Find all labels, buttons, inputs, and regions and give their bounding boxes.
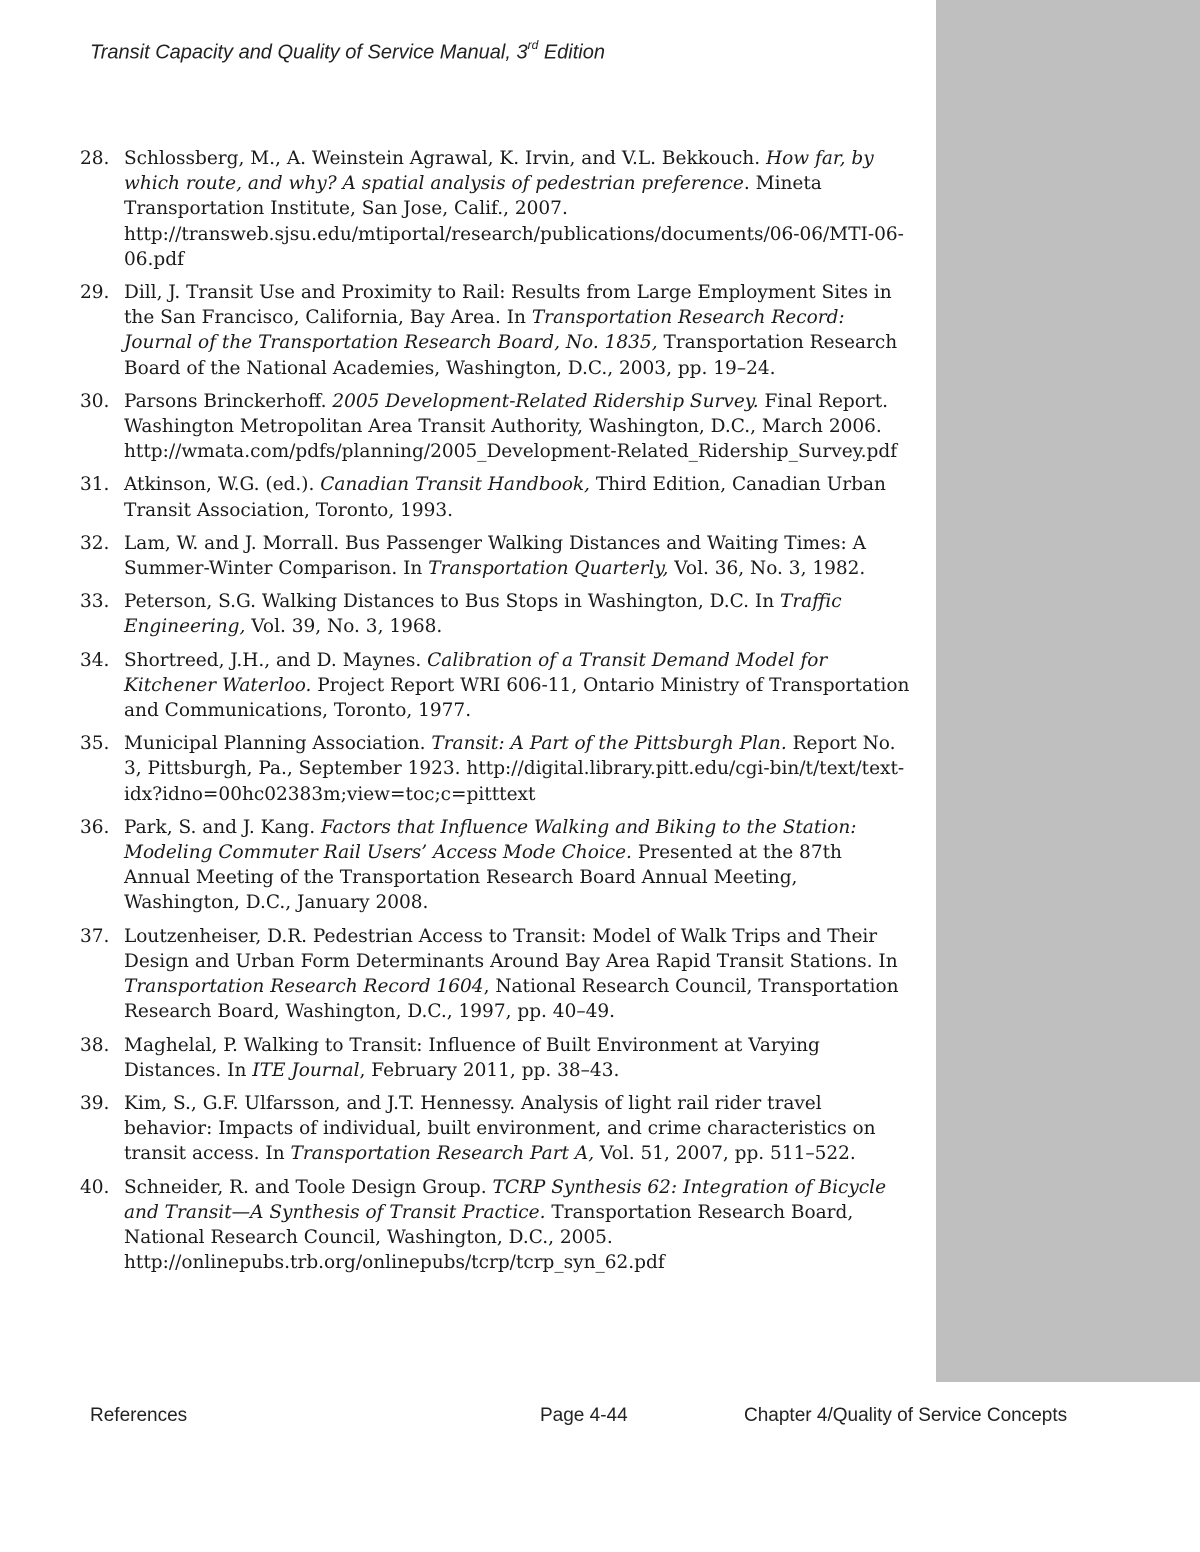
reference-text	[124, 926, 899, 1023]
reference-text-segment: Transportation Research Board of the National Academies, Washington, D.C., 2003, pp. 19–24.	[124, 332, 898, 379]
reference-text-segment: Schlossberg, M., A. Weinstein Agrawal, K. Irvin, and V.L. Bekkouch.	[124, 148, 766, 169]
reference-number: 33.	[80, 591, 110, 613]
reference-text	[124, 148, 904, 270]
reference-number: 30.	[80, 390, 110, 412]
reference-item	[80, 531, 910, 581]
reference-number: 31.	[80, 474, 110, 496]
reference-text-segment: Report No. 3, Pittsburgh, Pa., September 1923. http://digital.library.pitt.edu/cgi-bin/t/text/text-idx?idno=00hc02383m;view=toc;c=pitttext	[124, 733, 905, 805]
reference-text	[124, 817, 856, 914]
reference-number: 37.	[80, 925, 110, 947]
reference-text-segment: Vol. 39, No. 3, 1968.	[245, 616, 443, 638]
reference-title-italic: Calibration of a Transit Demand Model for Kitchener Waterloo.	[124, 649, 828, 696]
reference-item	[80, 1091, 910, 1167]
reference-number: 38.	[80, 1034, 110, 1056]
reference-text	[124, 391, 897, 462]
reference-text	[124, 1177, 886, 1274]
reference-number: 32.	[80, 532, 110, 554]
reference-item	[80, 1033, 910, 1083]
reference-text-segment: Third Edition, Canadian Urban Transit Association, Toronto, 1993.	[124, 474, 886, 521]
reference-title-italic: Transportation Quarterly,	[428, 558, 669, 580]
reference-number: 40.	[80, 1176, 110, 1198]
reference-text-segment: Shortreed, J.H., and D. Maynes.	[124, 649, 428, 671]
reference-text-segment: Park, S. and J. Kang.	[124, 816, 322, 838]
reference-number: 34.	[80, 649, 110, 671]
reference-item	[80, 146, 910, 272]
reference-text	[124, 733, 904, 804]
reference-text-segment: Atkinson, W.G. (ed.).	[124, 474, 321, 496]
reference-text	[124, 1035, 820, 1081]
reference-text-segment: Maghelal, P. Walking to Transit: Influence of Built Environment at Varying Distances. In	[124, 1034, 820, 1081]
footer-chapter-name: Chapter 4/Quality of Service Concepts	[744, 1405, 1068, 1426]
reference-text-segment: Loutzenheiser, D.R. Pedestrian Access to Transit: Model of Walk Trips and Their Design and Urban Form Determinants Around Bay Area Rapid Transit Stations. In	[124, 925, 898, 972]
reference-number: 35.	[80, 733, 110, 755]
reference-title-italic: Canadian Transit Handbook,	[320, 474, 590, 496]
reference-text-segment: Peterson, S.G. Walking Distances to Bus Stops in Washington, D.C. In	[124, 591, 780, 613]
reference-item	[80, 472, 910, 522]
reference-text-segment: Project Report WRI 606-11, Ontario Ministry of Transportation and Communications, Toronto, 1977.	[124, 674, 910, 722]
reference-title-italic: Factors that Influence Walking and Biking to the Station: Modeling Commuter Rail Users’ Access Mode Choice.	[124, 816, 857, 864]
reference-text-segment: Kim, S., G.F. Ulfarsson, and J.T. Hennessy. Analysis of light rail rider travel behavior: Impacts of individual, built environment, and crime characteristics on transit access. In	[124, 1092, 876, 1165]
reference-title-italic: Traffic Engineering,	[124, 591, 842, 638]
reference-title-italic: Transportation Research Record: Journal of the Transportation Research Board, No. 1835,	[124, 307, 845, 354]
reference-item	[80, 924, 910, 1025]
reference-title-italic: Transportation Research Record 1604	[124, 976, 484, 998]
reference-text	[124, 474, 886, 520]
reference-text-segment: Vol. 51, 2007, pp. 511–522.	[594, 1143, 856, 1165]
reference-number: 28.	[80, 148, 110, 169]
reference-number: 39.	[80, 1092, 110, 1114]
reference-title-italic: ITE Journal	[252, 1059, 360, 1081]
header-title-superscript: rd	[527, 38, 539, 52]
reference-number: 29.	[80, 282, 110, 304]
reference-text-segment: Final Report. Washington Metropolitan Area Transit Authority, Washington, D.C., March 2006. http://wmata.com/pdfs/planning/2005_Development-Related_Ridership_Survey.pdf	[124, 390, 898, 463]
reference-text-segment: Municipal Planning Association.	[124, 733, 432, 755]
reference-text-segment: Presented at the 87th Annual Meeting of the Transportation Research Board Annual Meeting, Washington, D.C., January 2008.	[124, 842, 842, 914]
running-header	[90, 40, 605, 65]
reference-item	[80, 589, 910, 639]
footer-section-name: References	[90, 1405, 188, 1426]
reference-text	[124, 533, 866, 579]
reference-item	[80, 815, 910, 916]
reference-item	[80, 731, 910, 807]
reference-title-italic: Transportation Research Part A,	[290, 1143, 595, 1165]
side-tab-bar	[936, 0, 1200, 1382]
reference-text-segment: Parsons Brinckerhoff.	[124, 390, 333, 412]
reference-text-segment: Lam, W. and J. Morrall. Bus Passenger Walking Distances and Waiting Times: A Summer-Winter Comparison. In	[124, 532, 867, 580]
reference-text-segment: Dill, J. Transit Use and Proximity to Rail: Results from Large Employment Sites in the San Francisco, California, Bay Area. In	[124, 282, 892, 329]
reference-title-italic: 2005 Development-Related Ridership Survey.	[332, 390, 759, 412]
reference-text-segment: , February 2011, pp. 38–43.	[359, 1059, 620, 1081]
footer-page-number: Page 4-44	[540, 1405, 628, 1426]
reference-text-segment: Transportation Research Board, National Research Council, Washington, D.C., 2005. http://onlinepubs.trb.org/onlinepubs/tcrp/tcrp_syn_62.pdf	[124, 1201, 854, 1274]
reference-number: 36.	[80, 816, 110, 838]
reference-title-italic: Transit: A Part of the Pittsburgh Plan.	[431, 733, 787, 755]
reference-list	[80, 146, 910, 1283]
reference-text	[124, 650, 909, 721]
reference-text	[124, 282, 897, 379]
header-title-main: Transit Capacity and Quality of Service Manual, 3	[90, 41, 528, 64]
reference-text-segment: , National Research Council, Transportation Research Board, Washington, D.C., 1997, pp. 40–49.	[124, 976, 899, 1023]
reference-item	[80, 389, 910, 465]
reference-item	[80, 280, 910, 381]
reference-title-italic: TCRP Synthesis 62: Integration of Bicycle and Transit—A Synthesis of Transit Practice.	[124, 1176, 887, 1223]
reference-title-italic: How far, by which route, and why? A spatial analysis of pedestrian preference	[124, 148, 874, 195]
reference-item	[80, 648, 910, 724]
reference-text	[124, 591, 842, 637]
reference-text-segment: Schneider, R. and Toole Design Group.	[124, 1176, 493, 1198]
reference-text	[124, 1093, 876, 1164]
reference-text-segment: Vol. 36, No. 3, 1982.	[668, 558, 866, 580]
reference-item	[80, 1175, 910, 1276]
reference-text-segment: . Mineta Transportation Institute, San Jose, Calif., 2007. http://transweb.sjsu.edu/mtiportal/research/publications/documents/06-06/MTI-06-06.pdf	[124, 173, 904, 270]
header-title-suffix: Edition	[538, 41, 605, 64]
